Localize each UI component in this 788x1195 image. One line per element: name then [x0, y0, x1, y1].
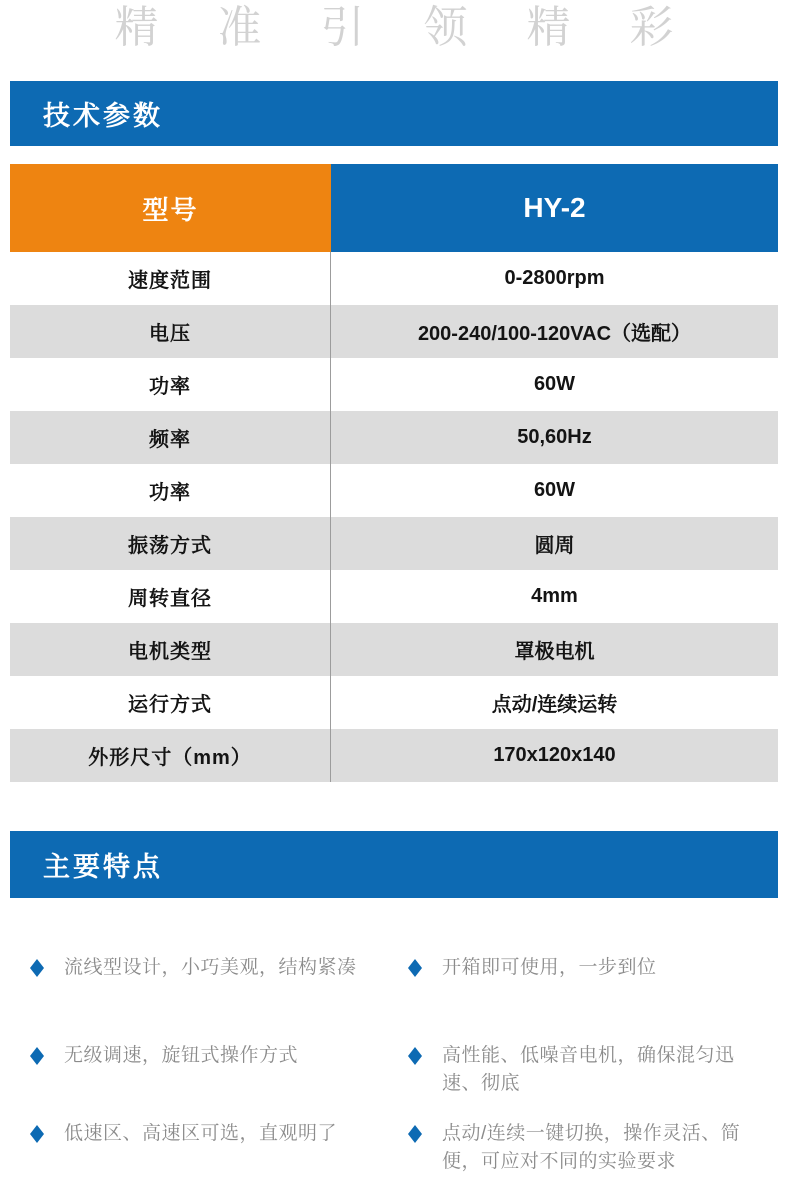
model-label-cell: 型号 [10, 164, 331, 252]
spec-label: 电压 [10, 305, 331, 358]
spec-row-power-2 [10, 464, 778, 517]
feature-item-mode-switch [408, 1120, 778, 1176]
spec-label: 速度范围 [10, 252, 331, 305]
spec-row-speed-range [10, 252, 778, 305]
section-title-features: 主要特点 [43, 852, 163, 882]
feature-text: 无级调速，旋钮式操作方式 [64, 1045, 299, 1066]
spec-row-motor-type [10, 623, 778, 676]
feature-text: 开箱即可使用，一步到位 [442, 957, 657, 978]
spec-value: 0-2800rpm [504, 267, 605, 289]
spec-value: 200-240/100-120VAC（选配） [417, 323, 692, 345]
spec-row-dimensions [10, 729, 778, 782]
spec-value: 170x120x140 [493, 744, 616, 766]
spec-table [10, 164, 778, 782]
diamond-bullet-icon [30, 1125, 44, 1143]
spec-row-power-1 [10, 358, 778, 411]
spec-label: 频率 [10, 411, 331, 464]
spec-value: 圆周 [534, 535, 575, 557]
spec-value: 点动/连续运转 [491, 694, 618, 716]
model-value-cell: HY-2 [331, 164, 778, 252]
watermark-slogan: 精准引领精彩 [114, 3, 733, 52]
features-list [30, 954, 778, 1176]
spec-value: 60W [533, 479, 576, 501]
feature-text: 流线型设计，小巧美观，结构紧凑 [64, 957, 357, 978]
feature-item-ready-to-use [408, 954, 778, 982]
diamond-bullet-icon [30, 1047, 44, 1065]
spec-label: 振荡方式 [10, 517, 331, 570]
spec-label: 运行方式 [10, 676, 331, 729]
feature-text: 低速区、高速区可选，直观明了 [64, 1123, 338, 1144]
diamond-bullet-icon [30, 959, 44, 977]
feature-text: 高性能、低噪音电机，确保混匀迅速、彻底 [442, 1045, 735, 1094]
spec-label: 电机类型 [10, 623, 331, 676]
spec-label: 功率 [10, 464, 331, 517]
spec-value: 60W [533, 373, 576, 395]
spec-row-run-mode [10, 676, 778, 729]
spec-table-header-row [10, 164, 778, 252]
diamond-bullet-icon [408, 959, 422, 977]
feature-text: 点动/连续一键切换，操作灵活、简便，可应对不同的实验要求 [442, 1123, 741, 1172]
spec-value: 50,60Hz [517, 426, 592, 448]
diamond-bullet-icon [408, 1125, 422, 1143]
spec-value: 罩极电机 [514, 641, 595, 663]
spec-row-orbit-diameter [10, 570, 778, 623]
feature-item-design [30, 954, 408, 982]
spec-value: 4mm [531, 585, 578, 607]
diamond-bullet-icon [408, 1047, 422, 1065]
feature-item-speed-knob [30, 1042, 408, 1098]
spec-label: 功率 [10, 358, 331, 411]
spec-label: 外形尺寸（mm） [10, 729, 331, 782]
spec-row-voltage [10, 305, 778, 358]
section-header-specs [10, 81, 778, 146]
spec-row-oscillation-mode [10, 517, 778, 570]
section-header-features [10, 831, 778, 898]
spec-row-frequency [10, 411, 778, 464]
feature-item-speed-zones [30, 1120, 408, 1176]
spec-label: 周转直径 [10, 570, 331, 623]
section-title-specs: 技术参数 [43, 101, 163, 131]
feature-item-motor [408, 1042, 778, 1098]
